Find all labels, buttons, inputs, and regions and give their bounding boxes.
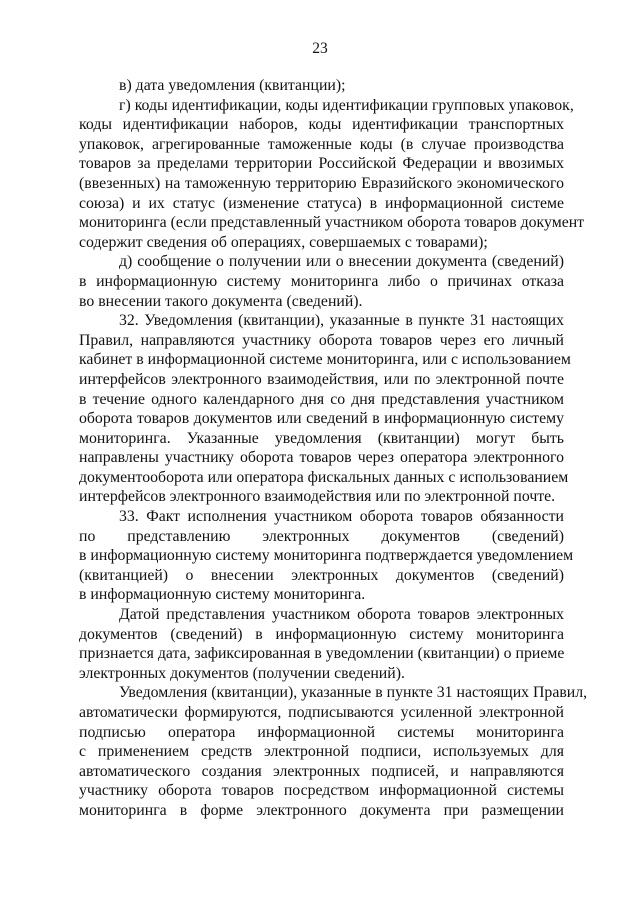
text-line: коды идентификации наборов, коды идентификации транспортных <box>79 116 564 134</box>
text-line: во внесении такого документа (сведений). <box>79 292 363 310</box>
text-line: автоматически формируются, подписываются усиленной электронной <box>79 704 564 721</box>
paragraph-point-32 <box>79 311 571 507</box>
paragraph-item-v <box>79 76 564 96</box>
text-line: союза) и их статус (изменение статуса) в информационной системе <box>79 194 564 212</box>
text-line: интерфейсов электронного взаимодействия или по электронной почте. <box>79 488 556 506</box>
document-body <box>79 76 588 821</box>
text-line: с применением средств электронной подписи, используемых для <box>79 743 564 761</box>
text-line: направлены участнику оборота товаров через оператора электронного <box>79 449 564 467</box>
text-line: по представлению электронных документов (сведений) <box>79 527 564 545</box>
text-line: интерфейсов электронного взаимодействия, или по электронной почте <box>79 370 564 388</box>
text-line: упаковок, агрегированные таможенные коды (в случае производства <box>79 135 564 153</box>
paragraph-point-33 <box>79 507 574 605</box>
text-line: (ввезенных) на таможенную территорию Евразийского экономического <box>79 174 564 192</box>
text-line: Датой представления участником оборота товаров электронных <box>119 606 564 624</box>
text-line: 33. Факт исполнения участником оборота товаров обязанности <box>119 508 564 526</box>
text-line: документооборота или оператора фискальных данных с использованием <box>79 468 569 486</box>
text-line: в информационную систему мониторинга либо о причинах отказа <box>79 272 564 290</box>
text-line: 32. Уведомления (квитанции), указанные в пункте 31 настоящих <box>119 312 564 330</box>
text-line: Правил, направляются участнику оборота товаров через его личный <box>79 331 564 349</box>
paragraph-item-d <box>79 252 564 311</box>
paragraph-notices <box>79 683 588 820</box>
text-line: д) сообщение о получении или о внесении документа (сведений) <box>119 253 564 271</box>
text-line: оборота товаров документов или сведений в информационную систему <box>79 410 564 428</box>
text-line: в информационную систему мониторинга. <box>79 586 366 604</box>
text-line: в) дата уведомления (квитанции); <box>119 77 346 94</box>
page-number: 23 <box>312 40 328 57</box>
text-line: содержит сведения об операциях, совершаемых с товарами); <box>79 233 488 251</box>
text-line: товаров за пределами территории Российской Федерации и ввозимых <box>79 155 564 173</box>
text-line: (квитанцией) о внесении электронных документов (сведений) <box>79 566 564 584</box>
text-line: автоматического создания электронных подписей, и направляются <box>79 762 564 780</box>
text-line: в информационную систему мониторинга подтверждается уведомлением <box>79 547 574 565</box>
text-line: г) коды идентификации, коды идентификации групповых упаковок, <box>119 96 574 114</box>
text-line: кабинет в информационной системе мониторинга, или с использованием <box>79 351 571 369</box>
text-line: мониторинга в форме электронного документа при размещении <box>79 801 564 819</box>
text-line: в течение одного календарного дня со дня представления участником <box>79 390 564 408</box>
text-line: признается дата, зафиксированная в уведомлении (квитанции) о приеме <box>79 645 565 663</box>
paragraph-item-g <box>79 96 585 253</box>
text-line: документов (сведений) в информационную систему мониторинга <box>79 625 564 643</box>
text-line: участнику оборота товаров посредством информационной системы <box>79 782 564 800</box>
text-line: мониторинга. Указанные уведомления (квитанции) могут быть <box>79 429 564 447</box>
text-line: электронных документов (получении сведений). <box>79 664 405 682</box>
text-line: мониторинга (если представленный участником оборота товаров документ <box>79 214 585 232</box>
paragraph-submission-date <box>79 605 564 683</box>
text-line: подписью оператора информационной системы мониторинга <box>79 723 564 741</box>
text-line: Уведомления (квитанции), указанные в пункте 31 настоящих Правил, <box>119 684 588 702</box>
